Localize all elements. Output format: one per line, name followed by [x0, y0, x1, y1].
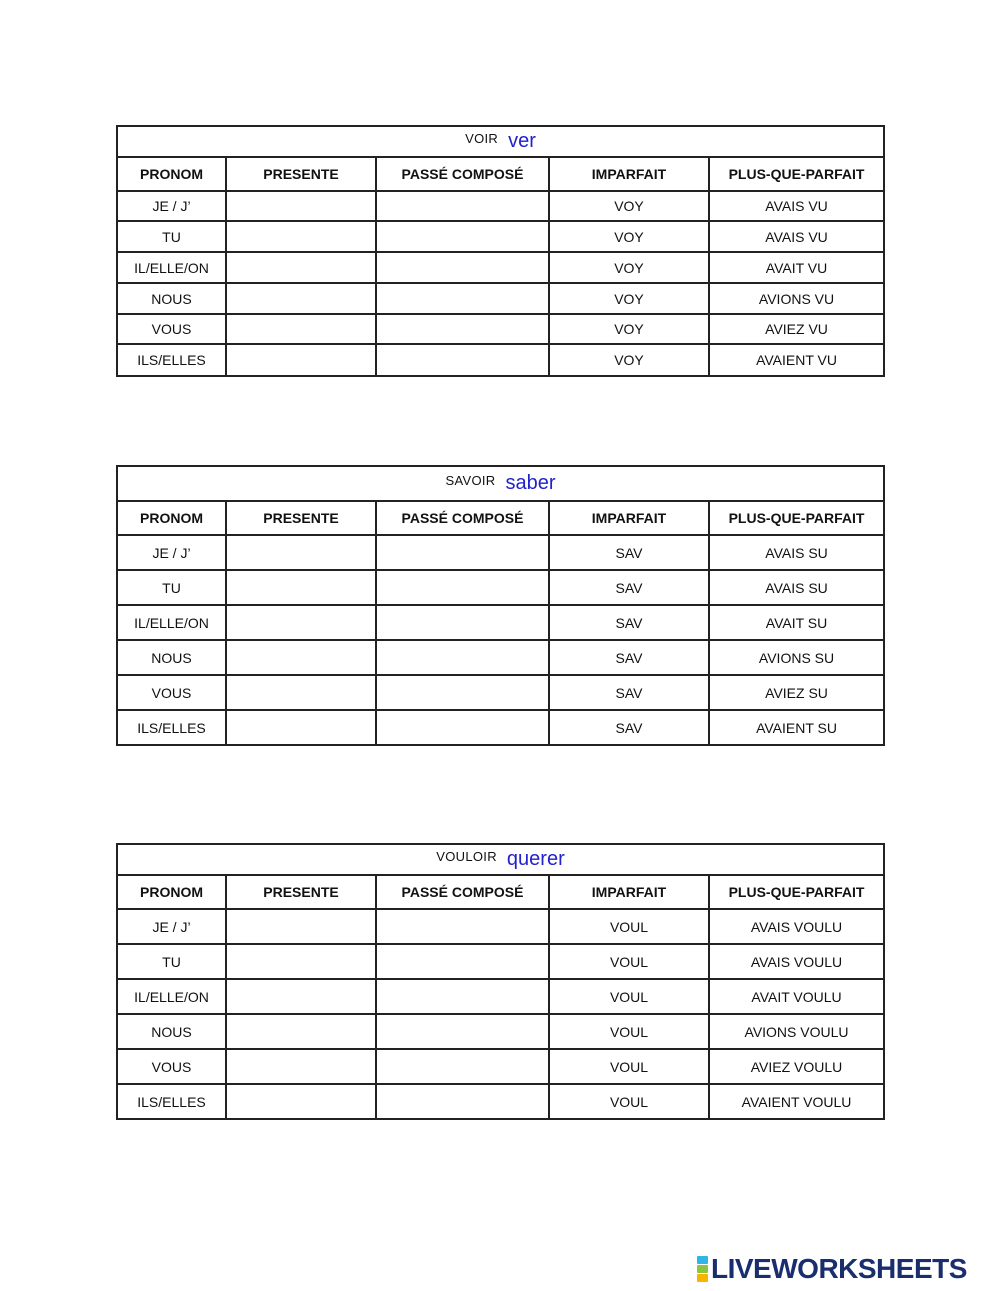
- plus-que-parfait-cell: AVAIT SU: [709, 605, 884, 640]
- imparfait-cell: VOY: [549, 344, 709, 376]
- table-row: [117, 535, 884, 570]
- table-row: [117, 710, 884, 745]
- imparfait-cell: SAV: [549, 605, 709, 640]
- passe-compose-answer-cell[interactable]: [376, 1084, 549, 1119]
- imparfait-cell: SAV: [549, 710, 709, 745]
- passe-compose-answer-cell[interactable]: [376, 979, 549, 1014]
- column-header: PLUS-QUE-PARFAIT: [709, 501, 884, 535]
- table-row: [117, 191, 884, 221]
- column-header: PASSÉ COMPOSÉ: [376, 157, 549, 191]
- column-header: IMPARFAIT: [549, 875, 709, 909]
- conjugation-table: [116, 125, 885, 377]
- presente-answer-cell[interactable]: [226, 535, 376, 570]
- presente-answer-cell[interactable]: [226, 944, 376, 979]
- presente-answer-cell[interactable]: [226, 283, 376, 314]
- table-row: [117, 1049, 884, 1084]
- column-header: PASSÉ COMPOSÉ: [376, 875, 549, 909]
- presente-answer-cell[interactable]: [226, 1084, 376, 1119]
- pronoun-cell: TU: [117, 221, 226, 252]
- imparfait-cell: VOUL: [549, 944, 709, 979]
- table-row: [117, 252, 884, 283]
- presente-answer-cell[interactable]: [226, 979, 376, 1014]
- plus-que-parfait-cell: AVIONS VU: [709, 283, 884, 314]
- column-header: PRESENTE: [226, 875, 376, 909]
- passe-compose-answer-cell[interactable]: [376, 909, 549, 944]
- plus-que-parfait-cell: AVAIENT VU: [709, 344, 884, 376]
- table-row: [117, 944, 884, 979]
- column-header: IMPARFAIT: [549, 501, 709, 535]
- column-header: PRESENTE: [226, 501, 376, 535]
- plus-que-parfait-cell: AVIONS VOULU: [709, 1014, 884, 1049]
- pronoun-cell: VOUS: [117, 314, 226, 344]
- imparfait-cell: SAV: [549, 570, 709, 605]
- table-row: [117, 570, 884, 605]
- table-row: [117, 640, 884, 675]
- plus-que-parfait-cell: AVAIS VOULU: [709, 944, 884, 979]
- plus-que-parfait-cell: AVAIT VU: [709, 252, 884, 283]
- plus-que-parfait-cell: AVAIS VU: [709, 221, 884, 252]
- table-row: [117, 979, 884, 1014]
- verb-spanish-translation: saber: [505, 472, 556, 494]
- column-header: PLUS-QUE-PARFAIT: [709, 875, 884, 909]
- conjugation-table: [116, 843, 885, 1120]
- verb-french: VOIR: [465, 131, 499, 146]
- passe-compose-answer-cell[interactable]: [376, 344, 549, 376]
- passe-compose-answer-cell[interactable]: [376, 252, 549, 283]
- pronoun-cell: JE / J’: [117, 191, 226, 221]
- presente-answer-cell[interactable]: [226, 344, 376, 376]
- logo-mark-icon: [697, 1256, 708, 1282]
- presente-answer-cell[interactable]: [226, 1014, 376, 1049]
- pronoun-cell: TU: [117, 570, 226, 605]
- passe-compose-answer-cell[interactable]: [376, 221, 549, 252]
- presente-answer-cell[interactable]: [226, 605, 376, 640]
- pronoun-cell: JE / J’: [117, 535, 226, 570]
- plus-que-parfait-cell: AVIONS SU: [709, 640, 884, 675]
- plus-que-parfait-cell: AVAIT VOULU: [709, 979, 884, 1014]
- liveworksheets-logo: [697, 1254, 967, 1284]
- column-header: IMPARFAIT: [549, 157, 709, 191]
- imparfait-cell: VOY: [549, 221, 709, 252]
- imparfait-cell: VOUL: [549, 1084, 709, 1119]
- imparfait-cell: VOY: [549, 252, 709, 283]
- pronoun-cell: ILS/ELLES: [117, 344, 226, 376]
- plus-que-parfait-cell: AVIEZ VOULU: [709, 1049, 884, 1084]
- pronoun-cell: IL/ELLE/ON: [117, 252, 226, 283]
- presente-answer-cell[interactable]: [226, 1049, 376, 1084]
- presente-answer-cell[interactable]: [226, 314, 376, 344]
- verb-title: [117, 844, 884, 875]
- passe-compose-answer-cell[interactable]: [376, 1049, 549, 1084]
- table-row: [117, 283, 884, 314]
- imparfait-cell: VOUL: [549, 909, 709, 944]
- imparfait-cell: SAV: [549, 675, 709, 710]
- presente-answer-cell[interactable]: [226, 675, 376, 710]
- verb-spanish-translation: ver: [508, 130, 536, 152]
- verb-title: [117, 466, 884, 501]
- pronoun-cell: ILS/ELLES: [117, 710, 226, 745]
- imparfait-cell: VOY: [549, 283, 709, 314]
- passe-compose-answer-cell[interactable]: [376, 314, 549, 344]
- passe-compose-answer-cell[interactable]: [376, 570, 549, 605]
- table-row: [117, 1084, 884, 1119]
- plus-que-parfait-cell: AVIEZ SU: [709, 675, 884, 710]
- logo-text: LIVEWORKSHEETS: [711, 1253, 967, 1284]
- presente-answer-cell[interactable]: [226, 640, 376, 675]
- imparfait-cell: VOY: [549, 314, 709, 344]
- table-row: [117, 221, 884, 252]
- conjugation-table: [116, 465, 885, 746]
- verb-title: [117, 126, 884, 157]
- plus-que-parfait-cell: AVAIENT VOULU: [709, 1084, 884, 1119]
- imparfait-cell: SAV: [549, 640, 709, 675]
- passe-compose-answer-cell[interactable]: [376, 944, 549, 979]
- presente-answer-cell[interactable]: [226, 221, 376, 252]
- table-row: [117, 1014, 884, 1049]
- passe-compose-answer-cell[interactable]: [376, 535, 549, 570]
- column-header: PRONOM: [117, 501, 226, 535]
- presente-answer-cell[interactable]: [226, 570, 376, 605]
- pronoun-cell: JE / J’: [117, 909, 226, 944]
- column-header: PASSÉ COMPOSÉ: [376, 501, 549, 535]
- plus-que-parfait-cell: AVAIS SU: [709, 535, 884, 570]
- plus-que-parfait-cell: AVAIENT SU: [709, 710, 884, 745]
- pronoun-cell: VOUS: [117, 1049, 226, 1084]
- imparfait-cell: VOY: [549, 191, 709, 221]
- imparfait-cell: VOUL: [549, 979, 709, 1014]
- plus-que-parfait-cell: AVAIS VU: [709, 191, 884, 221]
- presente-answer-cell[interactable]: [226, 191, 376, 221]
- plus-que-parfait-cell: AVAIS VOULU: [709, 909, 884, 944]
- imparfait-cell: SAV: [549, 535, 709, 570]
- pronoun-cell: IL/ELLE/ON: [117, 605, 226, 640]
- presente-answer-cell[interactable]: [226, 252, 376, 283]
- presente-answer-cell[interactable]: [226, 710, 376, 745]
- passe-compose-answer-cell[interactable]: [376, 283, 549, 314]
- passe-compose-answer-cell[interactable]: [376, 710, 549, 745]
- pronoun-cell: ILS/ELLES: [117, 1084, 226, 1119]
- column-header: PRESENTE: [226, 157, 376, 191]
- column-header: PRONOM: [117, 157, 226, 191]
- passe-compose-answer-cell[interactable]: [376, 605, 549, 640]
- passe-compose-answer-cell[interactable]: [376, 1014, 549, 1049]
- table-row: [117, 314, 884, 344]
- passe-compose-answer-cell[interactable]: [376, 675, 549, 710]
- column-header: PLUS-QUE-PARFAIT: [709, 157, 884, 191]
- verb-spanish-translation: querer: [506, 848, 565, 870]
- table-row: [117, 909, 884, 944]
- table-row: [117, 675, 884, 710]
- pronoun-cell: IL/ELLE/ON: [117, 979, 226, 1014]
- pronoun-cell: VOUS: [117, 675, 226, 710]
- pronoun-cell: NOUS: [117, 283, 226, 314]
- table-row: [117, 605, 884, 640]
- verb-french: SAVOIR: [445, 473, 496, 488]
- column-header: PRONOM: [117, 875, 226, 909]
- presente-answer-cell[interactable]: [226, 909, 376, 944]
- imparfait-cell: VOUL: [549, 1014, 709, 1049]
- verb-french: VOULOIR: [436, 849, 497, 864]
- passe-compose-answer-cell[interactable]: [376, 191, 549, 221]
- pronoun-cell: NOUS: [117, 640, 226, 675]
- imparfait-cell: VOUL: [549, 1049, 709, 1084]
- pronoun-cell: NOUS: [117, 1014, 226, 1049]
- passe-compose-answer-cell[interactable]: [376, 640, 549, 675]
- pronoun-cell: TU: [117, 944, 226, 979]
- plus-que-parfait-cell: AVAIS SU: [709, 570, 884, 605]
- table-row: [117, 344, 884, 376]
- plus-que-parfait-cell: AVIEZ VU: [709, 314, 884, 344]
